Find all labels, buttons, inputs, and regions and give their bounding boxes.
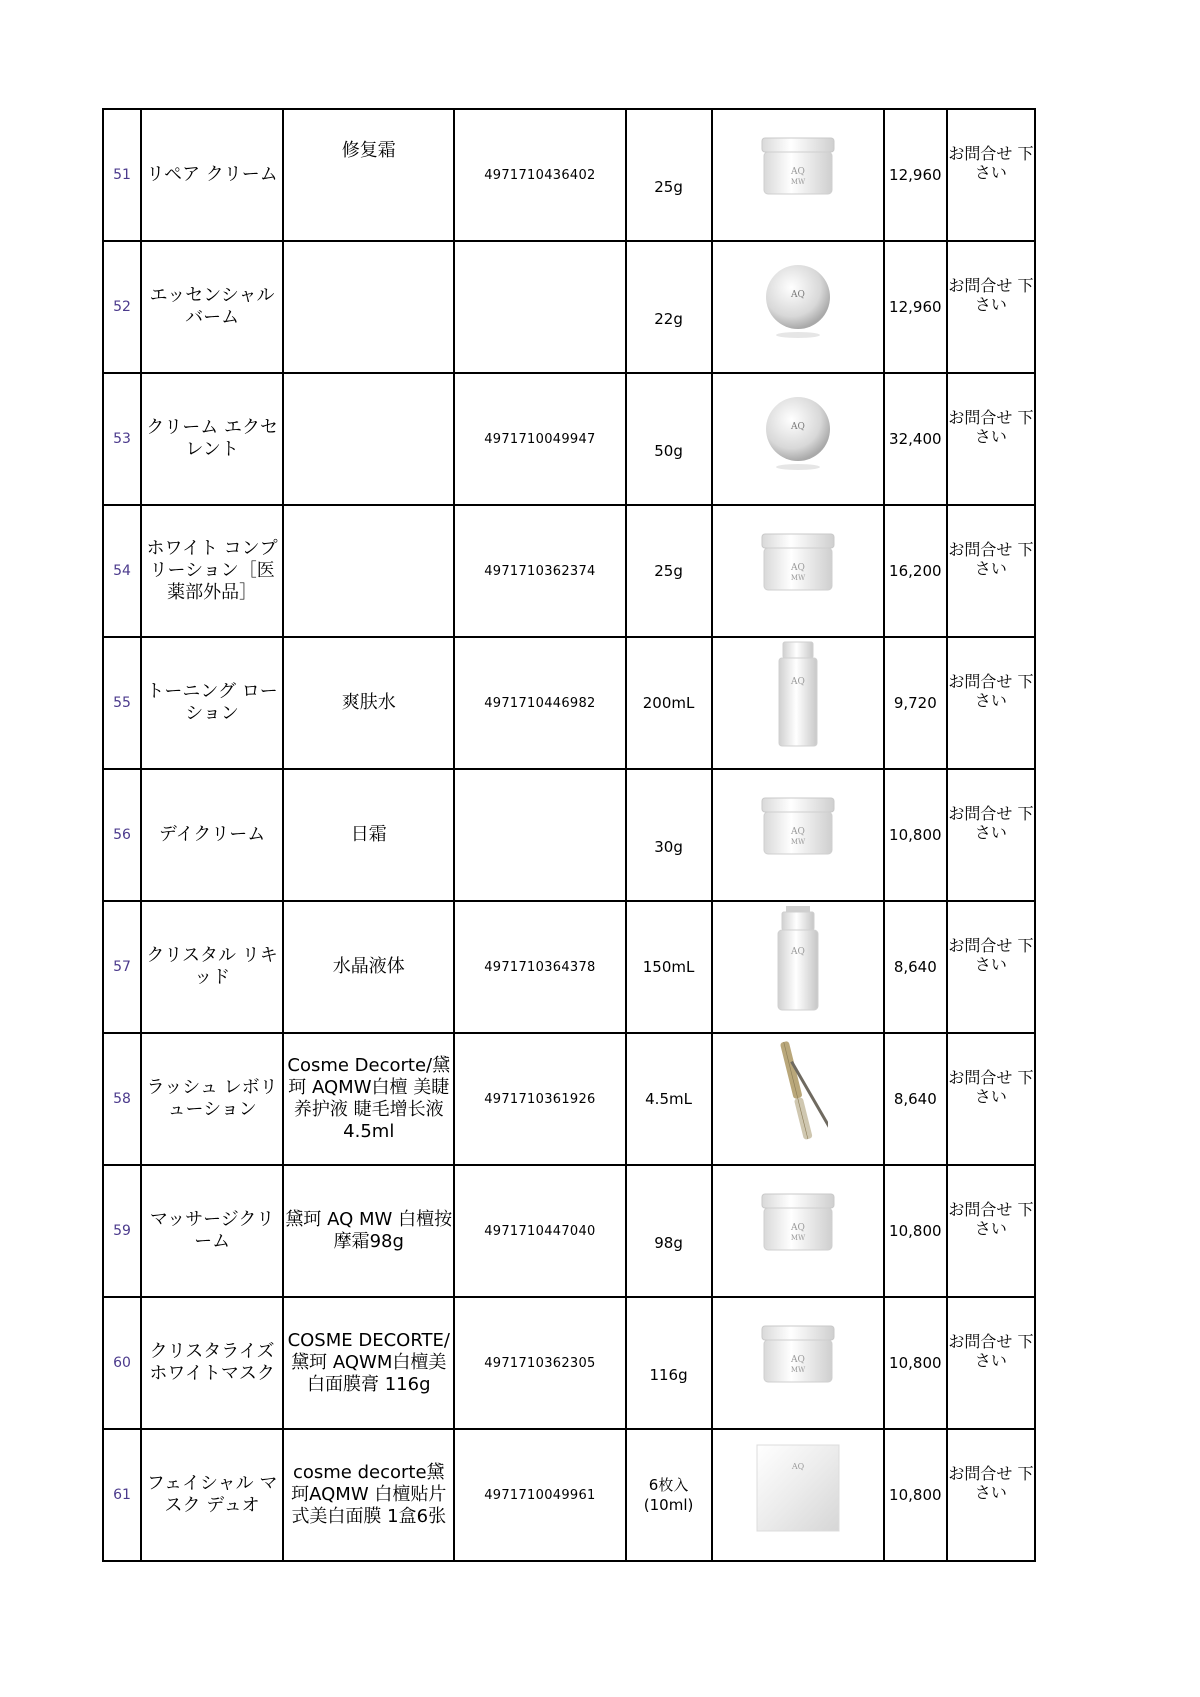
jan-code-cell: [454, 241, 625, 373]
jan-code: 4971710364378: [484, 959, 596, 975]
product-name-cn-cell: [283, 1297, 454, 1429]
row-number-cell: [103, 1165, 141, 1297]
product-name-jp: クリスタライズ ホワイトマスク: [149, 1341, 275, 1384]
row-number: 56: [113, 827, 131, 843]
product-price-cell: [884, 109, 947, 241]
product-name-jp: リペア クリーム: [146, 164, 278, 185]
product-name-cn-cell: [283, 505, 454, 637]
inquiry-note-cell: [947, 109, 1035, 241]
inquiry-note-cell: [947, 901, 1035, 1033]
product-name-cn-cell: [283, 1033, 454, 1165]
jan-code: 4971710446982: [484, 695, 596, 711]
row-number: 60: [113, 1355, 131, 1371]
product-price: 9,720: [893, 694, 937, 712]
inquiry-note: お問合せ 下さい: [948, 672, 1034, 710]
product-name-jp-cell: [141, 505, 283, 637]
row-number-cell: [103, 373, 141, 505]
product-size: 25g: [654, 178, 683, 196]
inquiry-note: お問合せ 下さい: [948, 144, 1034, 182]
jan-code: 4971710049947: [484, 431, 596, 447]
inquiry-note: お問合せ 下さい: [948, 936, 1034, 974]
row-number-cell: [103, 1033, 141, 1165]
jan-code-cell: [454, 1033, 625, 1165]
product-name-jp: クリーム エクセレント: [146, 417, 278, 460]
jan-code-cell: [454, 901, 625, 1033]
svg-text:AQ: AQ: [790, 422, 805, 432]
product-price-cell: [884, 901, 947, 1033]
inquiry-note: お問合せ 下さい: [948, 1464, 1034, 1502]
product-photo-sphere: [758, 259, 838, 343]
product-name-cn-cell: [283, 1429, 454, 1561]
product-size-cell: [626, 373, 712, 505]
product-size-cell: [626, 109, 712, 241]
jan-code-cell: [454, 637, 625, 769]
svg-text:AQ: AQ: [790, 677, 805, 687]
product-price: 10,800: [889, 1354, 942, 1372]
row-number-cell: [103, 637, 141, 769]
product-name-cn: 爽肤水: [341, 692, 396, 713]
inquiry-note-cell: [947, 637, 1035, 769]
jan-code-cell: [454, 109, 625, 241]
product-price: 10,800: [889, 826, 942, 844]
product-name-jp: マッサージクリーム: [149, 1209, 275, 1252]
row-number-cell: [103, 505, 141, 637]
product-size-cell: [626, 769, 712, 901]
product-name-jp-cell: [141, 1033, 283, 1165]
row-number-cell: [103, 901, 141, 1033]
svg-text:AQ: AQ: [790, 167, 805, 177]
product-size: 150mL: [642, 958, 695, 976]
table-row: [103, 241, 1035, 373]
product-name-cn-cell: [283, 1165, 454, 1297]
product-name-cn: 黛珂 AQ MW 白檀按摩霜98g: [285, 1209, 453, 1252]
svg-text:MW: MW: [790, 1234, 805, 1242]
product-image-cell: [712, 241, 884, 373]
product-image-cell: [712, 505, 884, 637]
table-row: [103, 901, 1035, 1033]
table-row: [103, 373, 1035, 505]
product-price-cell: [884, 637, 947, 769]
product-name-cn-cell: [283, 637, 454, 769]
product-size: 98g: [654, 1234, 683, 1252]
product-price: 12,960: [889, 166, 942, 184]
product-image-cell: [712, 901, 884, 1033]
product-price-cell: [884, 1165, 947, 1297]
product-image-cell: [712, 1165, 884, 1297]
product-photo-lash: [768, 1036, 828, 1150]
row-number: 57: [113, 959, 131, 975]
svg-text:AQ: AQ: [790, 290, 805, 300]
product-name-jp-cell: [141, 109, 283, 241]
product-name-jp-cell: [141, 241, 283, 373]
inquiry-note-cell: [947, 769, 1035, 901]
product-photo-jar: [758, 1322, 838, 1392]
product-size-cell: [626, 637, 712, 769]
product-photo-jar: [758, 134, 838, 204]
product-size-cell: [626, 1165, 712, 1297]
product-name-cn: 修复霜: [341, 140, 396, 161]
jan-code-cell: [454, 1165, 625, 1297]
product-size: 30g: [654, 838, 683, 856]
svg-text:MW: MW: [790, 838, 805, 846]
svg-text:MW: MW: [790, 1366, 805, 1374]
svg-text:AQ: AQ: [791, 1462, 804, 1471]
product-name-cn-cell: [283, 241, 454, 373]
inquiry-note: お問合せ 下さい: [948, 540, 1034, 578]
product-name-jp-cell: [141, 901, 283, 1033]
row-number: 58: [113, 1091, 131, 1107]
product-name-cn: cosme decorte黛珂AQMW 白檀贴片式美白面膜 1盒6张: [291, 1462, 447, 1527]
table-row: [103, 1297, 1035, 1429]
product-name-jp: クリスタル リキッド: [146, 945, 278, 988]
product-price-cell: [884, 1033, 947, 1165]
product-name-cn: 水晶液体: [332, 956, 405, 977]
product-name-cn-cell: [283, 901, 454, 1033]
product-image-cell: [712, 109, 884, 241]
product-name-jp: ホワイト コンプリーション［医薬部外品］: [146, 538, 278, 603]
product-name-cn-cell: [283, 769, 454, 901]
row-number: 59: [113, 1223, 131, 1239]
product-name-jp-cell: [141, 769, 283, 901]
product-photo-jar: [758, 530, 838, 600]
row-number: 55: [113, 695, 131, 711]
product-price-cell: [884, 505, 947, 637]
jan-code: 4971710362305: [484, 1355, 596, 1371]
svg-text:AQ: AQ: [790, 827, 805, 837]
jan-code-cell: [454, 505, 625, 637]
product-name-jp: エッセンシャル バーム: [149, 285, 275, 328]
inquiry-note: お問合せ 下さい: [948, 276, 1034, 314]
row-number-cell: [103, 1429, 141, 1561]
product-name-jp-cell: [141, 1165, 283, 1297]
product-size: 6枚入 (10ml): [643, 1476, 694, 1514]
svg-text:MW: MW: [790, 178, 805, 186]
inquiry-note-cell: [947, 505, 1035, 637]
product-photo-bottle: [773, 640, 823, 754]
product-name-cn-cell: [283, 109, 454, 241]
svg-text:MW: MW: [790, 574, 805, 582]
jan-code-cell: [454, 1297, 625, 1429]
table-row: [103, 769, 1035, 901]
product-photo-pump: [770, 904, 826, 1018]
product-name-cn: Cosme Decorte/黛珂 AQMW白檀 美睫养护液 睫毛增长液4.5ml: [287, 1055, 451, 1142]
product-image-cell: [712, 1429, 884, 1561]
jan-code: 4971710447040: [484, 1223, 596, 1239]
product-photo-jar: [758, 794, 838, 864]
inquiry-note: お問合せ 下さい: [948, 1068, 1034, 1106]
product-size: 50g: [654, 442, 683, 460]
table-row: [103, 505, 1035, 637]
product-photo-sheet: [753, 1439, 843, 1539]
row-number-cell: [103, 769, 141, 901]
product-price: 8,640: [893, 958, 937, 976]
product-name-jp: ラッシュ レボリューション: [146, 1077, 278, 1120]
product-price-cell: [884, 1429, 947, 1561]
product-size: 25g: [654, 562, 683, 580]
product-price: 10,800: [889, 1486, 942, 1504]
inquiry-note-cell: [947, 1297, 1035, 1429]
jan-code: 4971710436402: [484, 167, 596, 183]
product-size-cell: [626, 241, 712, 373]
product-size: 22g: [654, 310, 683, 328]
row-number: 54: [113, 563, 131, 579]
product-price: 12,960: [889, 298, 942, 316]
row-number: 52: [113, 299, 131, 315]
product-price-cell: [884, 1297, 947, 1429]
product-photo-jar: [758, 1190, 838, 1260]
product-name-jp: フェイシャル マスク デュオ: [146, 1473, 278, 1516]
product-image-cell: [712, 769, 884, 901]
svg-text:AQ: AQ: [790, 947, 805, 957]
product-image-cell: [712, 637, 884, 769]
svg-text:AQ: AQ: [790, 1355, 805, 1365]
inquiry-note-cell: [947, 241, 1035, 373]
product-image-cell: [712, 373, 884, 505]
row-number: 51: [113, 167, 131, 183]
product-image-cell: [712, 1297, 884, 1429]
product-size-cell: [626, 505, 712, 637]
row-number-cell: [103, 1297, 141, 1429]
product-name-jp-cell: [141, 373, 283, 505]
row-number: 53: [113, 431, 131, 447]
product-price: 16,200: [889, 562, 942, 580]
product-name-jp-cell: [141, 637, 283, 769]
inquiry-note-cell: [947, 1033, 1035, 1165]
jan-code: 4971710361926: [484, 1091, 596, 1107]
inquiry-note-cell: [947, 1165, 1035, 1297]
product-size: 200mL: [642, 694, 695, 712]
inquiry-note: お問合せ 下さい: [948, 1200, 1034, 1238]
product-price-cell: [884, 241, 947, 373]
jan-code: 4971710362374: [484, 563, 596, 579]
row-number: 61: [113, 1487, 131, 1503]
product-name-jp: トーニング ローション: [146, 681, 278, 724]
product-table: [102, 108, 1036, 1562]
product-name-cn-cell: [283, 373, 454, 505]
table-row: [103, 109, 1035, 241]
jan-code: 4971710049961: [484, 1487, 596, 1503]
product-size-cell: [626, 1429, 712, 1561]
table-row: [103, 1033, 1035, 1165]
row-number-cell: [103, 109, 141, 241]
product-size-cell: [626, 901, 712, 1033]
inquiry-note-cell: [947, 1429, 1035, 1561]
svg-text:AQ: AQ: [790, 1223, 805, 1233]
inquiry-note: お問合せ 下さい: [948, 804, 1034, 842]
product-size: 4.5mL: [645, 1090, 692, 1108]
product-price: 8,640: [893, 1090, 937, 1108]
product-size-cell: [626, 1297, 712, 1429]
product-name-cn: COSME DECORTE/黛珂 AQWM白檀美白面膜膏 116g: [287, 1330, 450, 1395]
inquiry-note: お問合せ 下さい: [948, 408, 1034, 446]
product-name-jp-cell: [141, 1429, 283, 1561]
product-name-jp: デイクリーム: [158, 824, 266, 845]
product-image-cell: [712, 1033, 884, 1165]
table-row: [103, 637, 1035, 769]
jan-code-cell: [454, 373, 625, 505]
jan-code-cell: [454, 1429, 625, 1561]
product-photo-sphere: [758, 391, 838, 475]
product-name-jp-cell: [141, 1297, 283, 1429]
product-name-cn: 日霜: [350, 824, 387, 845]
product-price-cell: [884, 373, 947, 505]
product-price: 10,800: [889, 1222, 942, 1240]
product-price: 32,400: [889, 430, 942, 448]
inquiry-note: お問合せ 下さい: [948, 1332, 1034, 1370]
product-size-cell: [626, 1033, 712, 1165]
svg-text:AQ: AQ: [790, 563, 805, 573]
row-number-cell: [103, 241, 141, 373]
inquiry-note-cell: [947, 373, 1035, 505]
product-price-cell: [884, 769, 947, 901]
product-table-body: [103, 109, 1035, 1561]
jan-code-cell: [454, 769, 625, 901]
table-row: [103, 1165, 1035, 1297]
table-row: [103, 1429, 1035, 1561]
product-size: 116g: [649, 1366, 688, 1384]
